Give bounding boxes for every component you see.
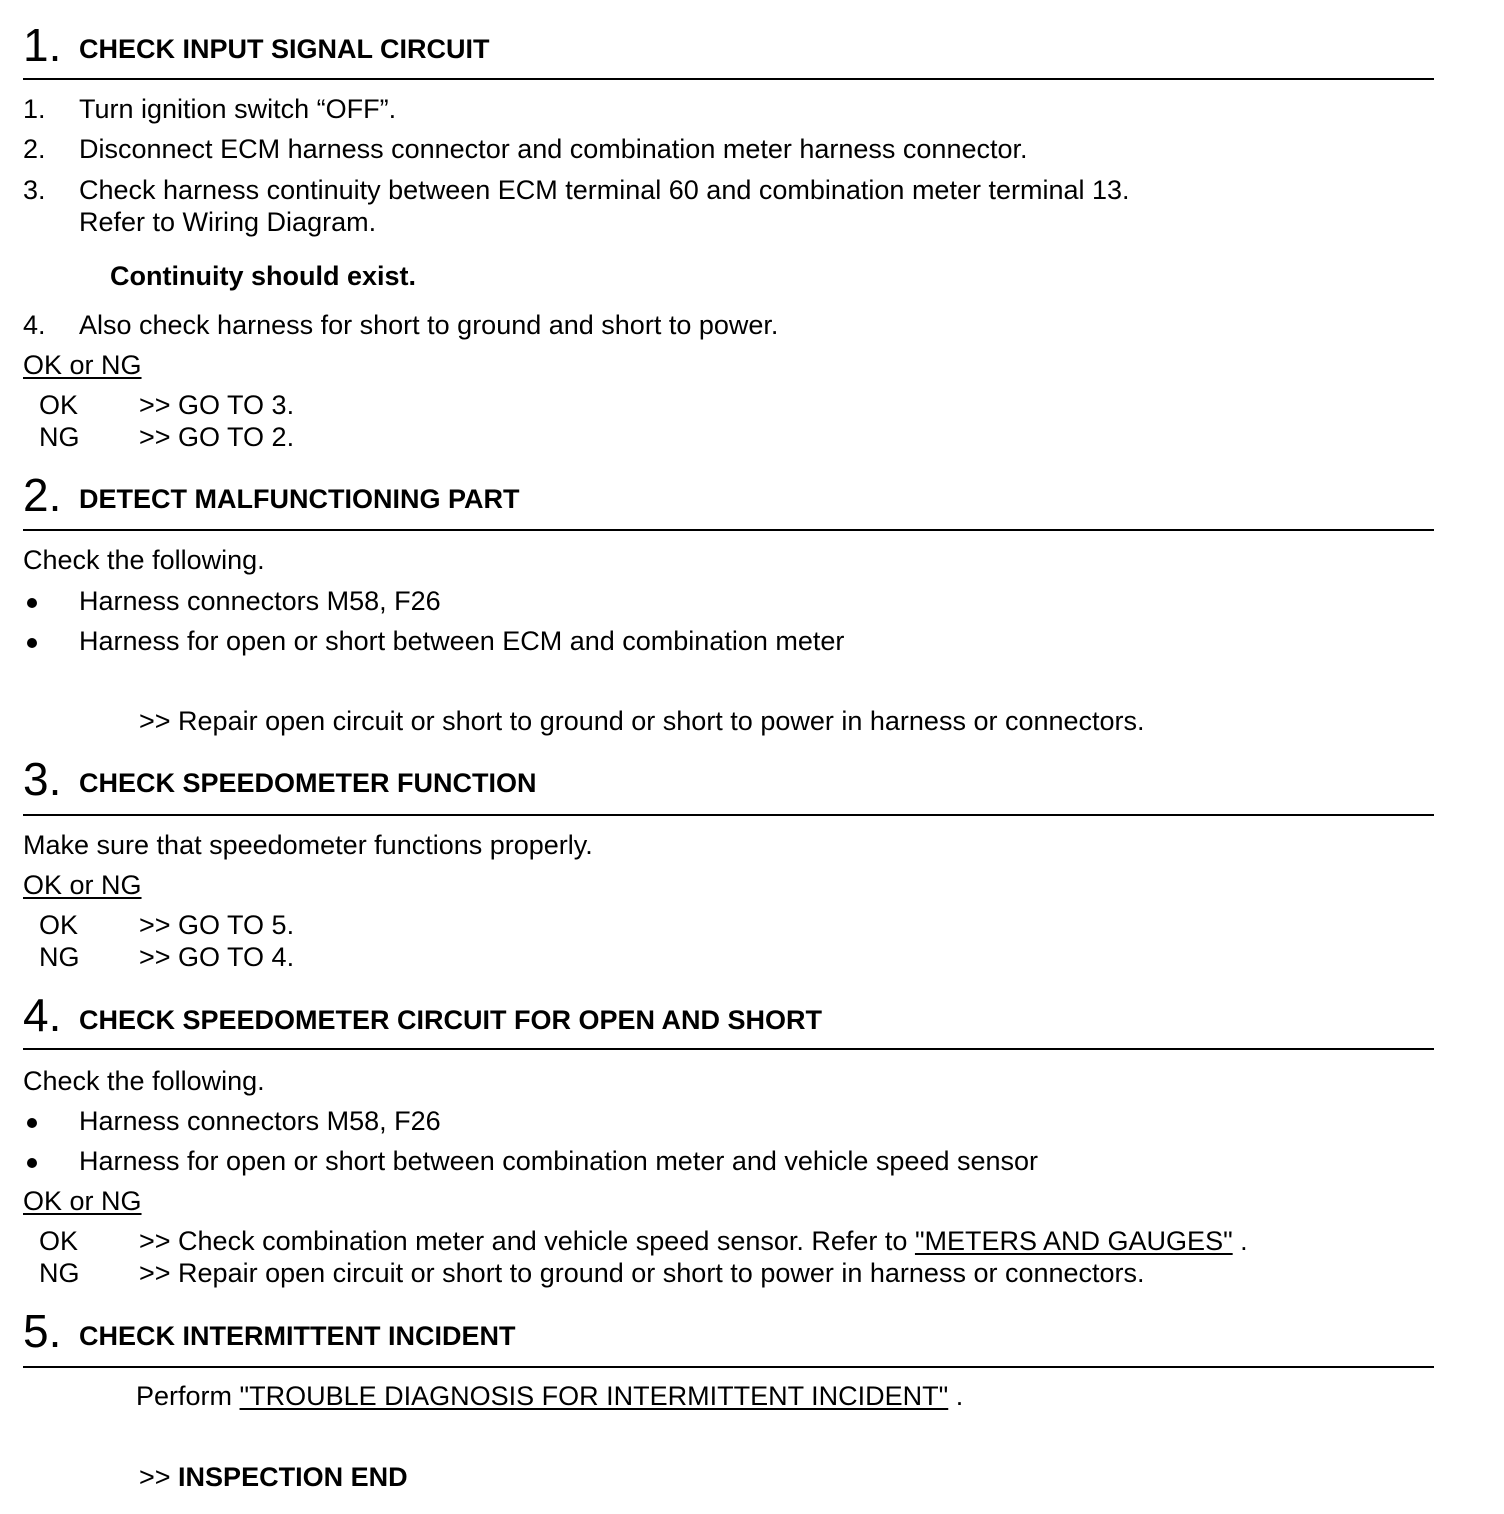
step-1-ok-action: >> GO TO 3. bbox=[139, 390, 295, 420]
step-5-divider bbox=[23, 1366, 1434, 1368]
bullet-icon bbox=[27, 638, 37, 648]
step-3-ok-key: OK bbox=[39, 910, 79, 940]
trouble-diagnosis-link[interactable]: "TROUBLE DIAGNOSIS FOR INTERMITTENT INCIDENT" bbox=[239, 1381, 949, 1411]
step-1-item-4-text: Also check harness for short to ground and short to power. bbox=[79, 310, 779, 340]
step-4-title: CHECK SPEEDOMETER CIRCUIT FOR OPEN AND SHORT bbox=[79, 1005, 823, 1035]
step-5-number: 5. bbox=[23, 1305, 62, 1357]
bullet-icon bbox=[27, 1118, 37, 1128]
step-2-bullet-1: Harness connectors M58, F26 bbox=[79, 586, 441, 616]
step-1-ok-ng-label: OK or NG bbox=[23, 350, 142, 380]
step-4-intro: Check the following. bbox=[23, 1066, 265, 1096]
step-1-number: 1. bbox=[23, 19, 62, 71]
step-3-number: 3. bbox=[23, 753, 62, 805]
step-5-title: CHECK INTERMITTENT INCIDENT bbox=[79, 1321, 516, 1351]
step-1-ng-key: NG bbox=[39, 422, 80, 452]
inspection-end-arrow: >> bbox=[139, 1462, 179, 1492]
step-1-item-3-text: Check harness continuity between ECM terminal 60 and combination meter terminal 13. bbox=[79, 175, 1130, 205]
step-4-ng-action: >> Repair open circuit or short to ground or short to power in harness or connectors. bbox=[139, 1258, 1145, 1288]
step-3-ng-key: NG bbox=[39, 942, 80, 972]
step-4-ok-ng-label: OK or NG bbox=[23, 1186, 142, 1216]
step-3-divider bbox=[23, 814, 1434, 816]
step-1-ok-key: OK bbox=[39, 390, 79, 420]
step-2-number: 2. bbox=[23, 469, 62, 521]
step-3-ng-action: >> GO TO 4. bbox=[139, 942, 295, 972]
inspection-end bbox=[139, 1461, 408, 1493]
step-4-ng-key: NG bbox=[39, 1258, 80, 1288]
step-1-title: CHECK INPUT SIGNAL CIRCUIT bbox=[79, 34, 490, 64]
inspection-end-label: INSPECTION END bbox=[178, 1462, 408, 1492]
step-4-ok-action bbox=[139, 1225, 1248, 1257]
step-2-divider bbox=[23, 529, 1434, 531]
step-1-item-1-text: Turn ignition switch “OFF”. bbox=[79, 94, 397, 124]
step-3-title: CHECK SPEEDOMETER FUNCTION bbox=[79, 768, 537, 798]
step-2-bullet-2: Harness for open or short between ECM and combination meter bbox=[79, 626, 845, 656]
step-2-title: DETECT MALFUNCTIONING PART bbox=[79, 484, 520, 514]
step-4-ok-action-text: >> Check combination meter and vehicle speed sensor. Refer to bbox=[139, 1226, 915, 1256]
step-1-item-2-text: Disconnect ECM harness connector and combination meter harness connector. bbox=[79, 134, 1028, 164]
meters-and-gauges-link[interactable]: "METERS AND GAUGES" bbox=[914, 1226, 1233, 1256]
step-1-item-3-number: 3. bbox=[23, 175, 46, 205]
step-4-ok-action-suffix: . bbox=[1232, 1226, 1248, 1256]
bullet-icon bbox=[27, 598, 37, 608]
bullet-icon bbox=[27, 1158, 37, 1168]
step-2-action: >> Repair open circuit or short to ground or short to power in harness or connectors. bbox=[139, 706, 1145, 736]
step-1-ng-action: >> GO TO 2. bbox=[139, 422, 295, 452]
step-3-intro: Make sure that speedometer functions properly. bbox=[23, 830, 593, 860]
step-1-divider bbox=[23, 78, 1434, 80]
step-1-item-4-number: 4. bbox=[23, 310, 46, 340]
step-4-number: 4. bbox=[23, 989, 62, 1041]
step-4-bullet-1: Harness connectors M58, F26 bbox=[79, 1106, 441, 1136]
step-1-item-2-number: 2. bbox=[23, 134, 46, 164]
step-3-ok-action: >> GO TO 5. bbox=[139, 910, 295, 940]
step-4-ok-key: OK bbox=[39, 1226, 79, 1256]
step-5-perform bbox=[136, 1380, 963, 1412]
step-5-perform-text: Perform bbox=[136, 1381, 240, 1411]
step-4-divider bbox=[23, 1048, 1434, 1050]
step-1-item-1-number: 1. bbox=[23, 94, 46, 124]
step-4-bullet-2: Harness for open or short between combination meter and vehicle speed sensor bbox=[79, 1146, 1039, 1176]
step-1-continuity-note: Continuity should exist. bbox=[110, 261, 417, 291]
step-3-ok-ng-label: OK or NG bbox=[23, 870, 142, 900]
step-1-item-3-text-line-2: Refer to Wiring Diagram. bbox=[79, 207, 377, 237]
step-2-intro: Check the following. bbox=[23, 545, 265, 575]
step-5-perform-suffix: . bbox=[948, 1381, 964, 1411]
